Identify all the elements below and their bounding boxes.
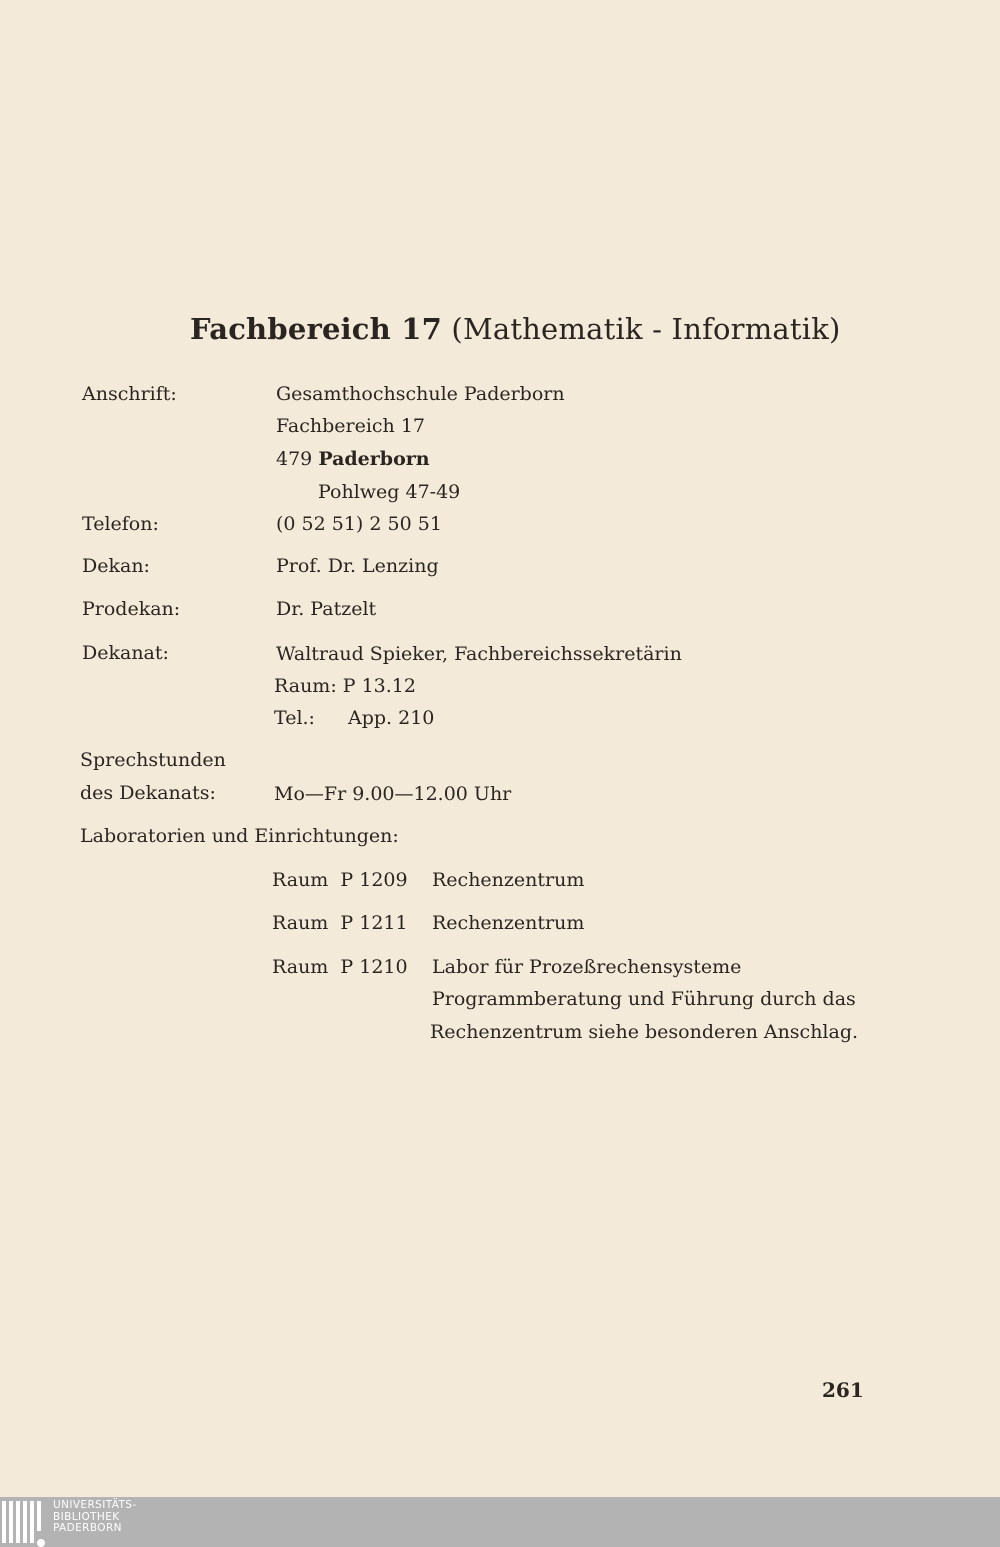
- title-rest: (Mathematik - Informatik): [442, 312, 841, 346]
- dean-value: Prof. Dr. Lenzing: [276, 555, 439, 577]
- logo-text-line: BIBLIOTHEK: [53, 1510, 120, 1523]
- library-logo-icon: [0, 1501, 48, 1543]
- lab-desc: Rechenzentrum: [432, 869, 585, 891]
- phone-value: (0 52 51) 2 50 51: [276, 513, 442, 535]
- dean-label: Dekan:: [82, 555, 150, 577]
- logo-text-line: PADERBORN: [53, 1522, 122, 1534]
- address-zip: 479: [276, 448, 319, 470]
- vice-dean-value: Dr. Patzelt: [276, 598, 377, 620]
- lab-desc: Rechenzentrum: [432, 912, 585, 934]
- library-logo-text: [53, 1500, 137, 1535]
- address-city: Paderborn: [318, 448, 430, 470]
- address-line3: [276, 447, 430, 471]
- lab-desc: Labor für Prozeßrechensysteme: [432, 956, 742, 978]
- office-person: Waltraud Spieker, Fachbereichssekretärin: [276, 643, 682, 665]
- hours-label-2: des Dekanats:: [80, 782, 216, 804]
- hours-value: Mo—Fr 9.00—12.00 Uhr: [274, 783, 512, 805]
- address-line2: Fachbereich 17: [276, 415, 426, 437]
- phone-label: Telefon:: [82, 513, 159, 535]
- lab-room: Raum P 1211: [272, 912, 408, 934]
- lab-room: Raum P 1209: [272, 869, 408, 891]
- labs-note-line2: Rechenzentrum siehe besonderen Anschlag.: [430, 1021, 859, 1043]
- office-label: Dekanat:: [82, 642, 169, 664]
- hours-label-1: Sprechstunden: [80, 749, 226, 771]
- office-tel-value: App. 210: [348, 707, 435, 729]
- library-footer: [0, 1497, 1000, 1547]
- address-line4: Pohlweg 47-49: [318, 481, 461, 503]
- title-bold: Fachbereich 17: [190, 312, 443, 346]
- logo-text-line: UNIVERSITÄTS-: [53, 1499, 137, 1511]
- vice-dean-label: Prodekan:: [82, 598, 181, 620]
- labs-note-line1: Programmberatung und Führung durch das: [432, 988, 856, 1010]
- page-number: 261: [822, 1378, 864, 1402]
- address-line1: Gesamthochschule Paderborn: [276, 383, 565, 405]
- labs-heading: Laboratorien und Einrichtungen:: [80, 825, 399, 847]
- lab-room: Raum P 1210: [272, 956, 408, 978]
- office-tel-label: Tel.:: [274, 707, 315, 729]
- address-label: Anschrift:: [82, 383, 177, 405]
- office-room: Raum: P 13.12: [274, 675, 416, 697]
- page-title: [190, 312, 841, 346]
